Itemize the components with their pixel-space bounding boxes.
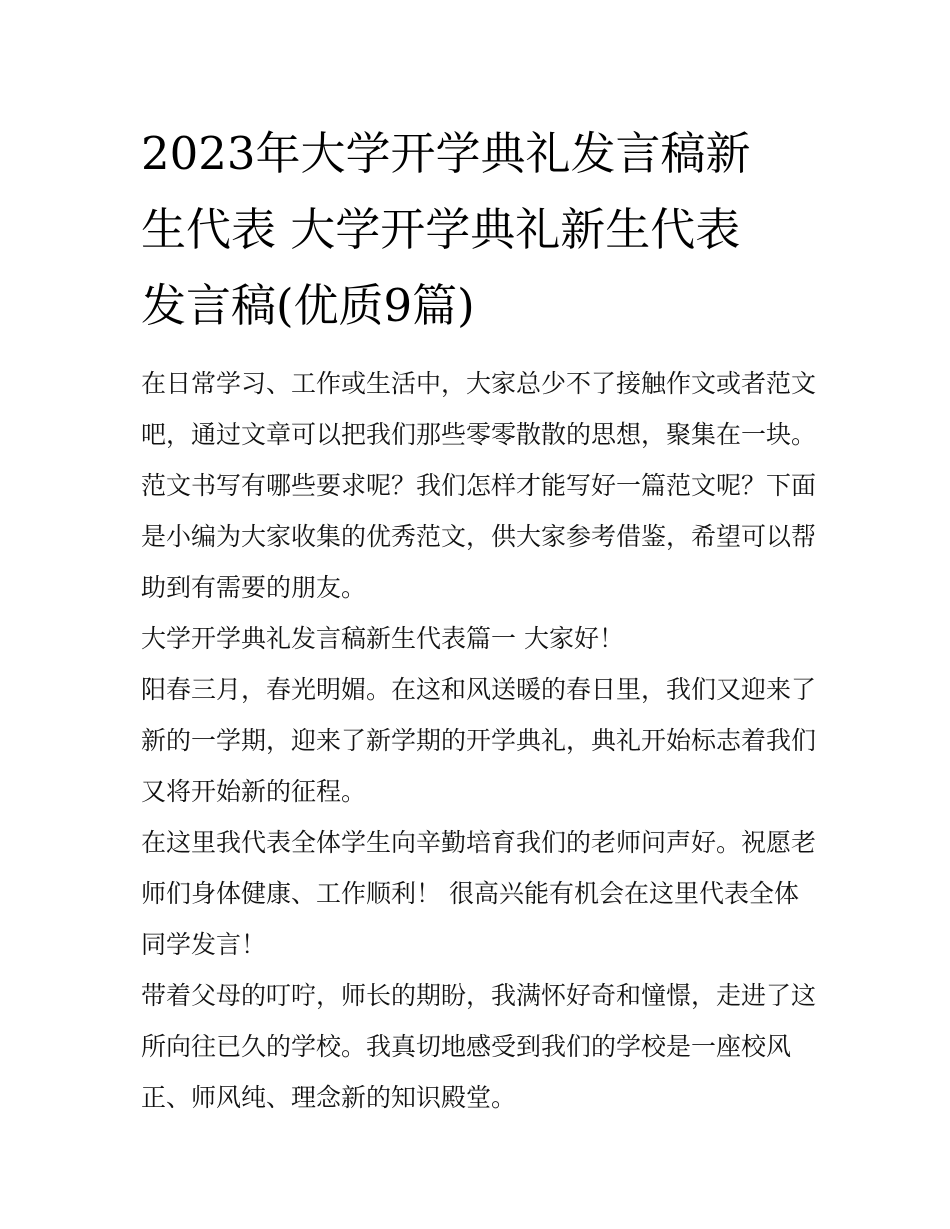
text-line: 是小编为大家收集的优秀范文，供大家参考借鉴，希望可以帮 (141, 522, 817, 551)
paragraph-intro (141, 358, 817, 613)
title-line: 2023年大学开学典礼发言稿新 (141, 127, 751, 180)
paragraph-greeting (141, 817, 817, 970)
text-line: 新的一学期，迎来了新学期的开学典礼，典礼开始标志着我们 (141, 726, 817, 755)
text-line: 正、师风纯、理念新的知识殿堂。 (141, 1083, 517, 1112)
title-line: 生代表 大学开学典礼新生代表 (141, 203, 741, 256)
text-line: 在这里我代表全体学生向辛勤培育我们的老师问声好。祝愿老 (141, 828, 817, 857)
paragraph-section-heading (141, 613, 813, 664)
document-content (141, 116, 817, 1123)
paragraph-school (141, 970, 817, 1123)
document-title (141, 116, 813, 344)
text-line: 吧，通过文章可以把我们那些零零散散的思想，聚集在一块。 (141, 420, 817, 449)
paragraph-spring (141, 664, 817, 817)
text-line: 范文书写有哪些要求呢？我们怎样才能写好一篇范文呢？下面 (141, 471, 817, 500)
text-line: 带着父母的叮咛，师长的期盼，我满怀好奇和憧憬，走进了这 (141, 981, 817, 1010)
text-line: 在日常学习、工作或生活中，大家总少不了接触作文或者范文 (141, 369, 817, 398)
text-line: 又将开始新的征程。 (141, 777, 367, 806)
text-line: 师们身体健康、工作顺利！ 很高兴能有机会在这里代表全体 (141, 879, 799, 908)
text-line: 助到有需要的朋友。 (141, 573, 367, 602)
text-line: 阳春三月，春光明媚。在这和风送暖的春日里，我们又迎来了 (141, 675, 817, 704)
text-line: 所向往已久的学校。我真切地感受到我们的学校是一座校风 (141, 1032, 792, 1061)
title-line: 发言稿(优质9篇) (141, 279, 475, 332)
document-body (141, 358, 817, 1123)
text-line: 大学开学典礼发言稿新生代表篇一 大家好！ (141, 624, 624, 653)
text-line: 同学发言！ (141, 930, 267, 959)
